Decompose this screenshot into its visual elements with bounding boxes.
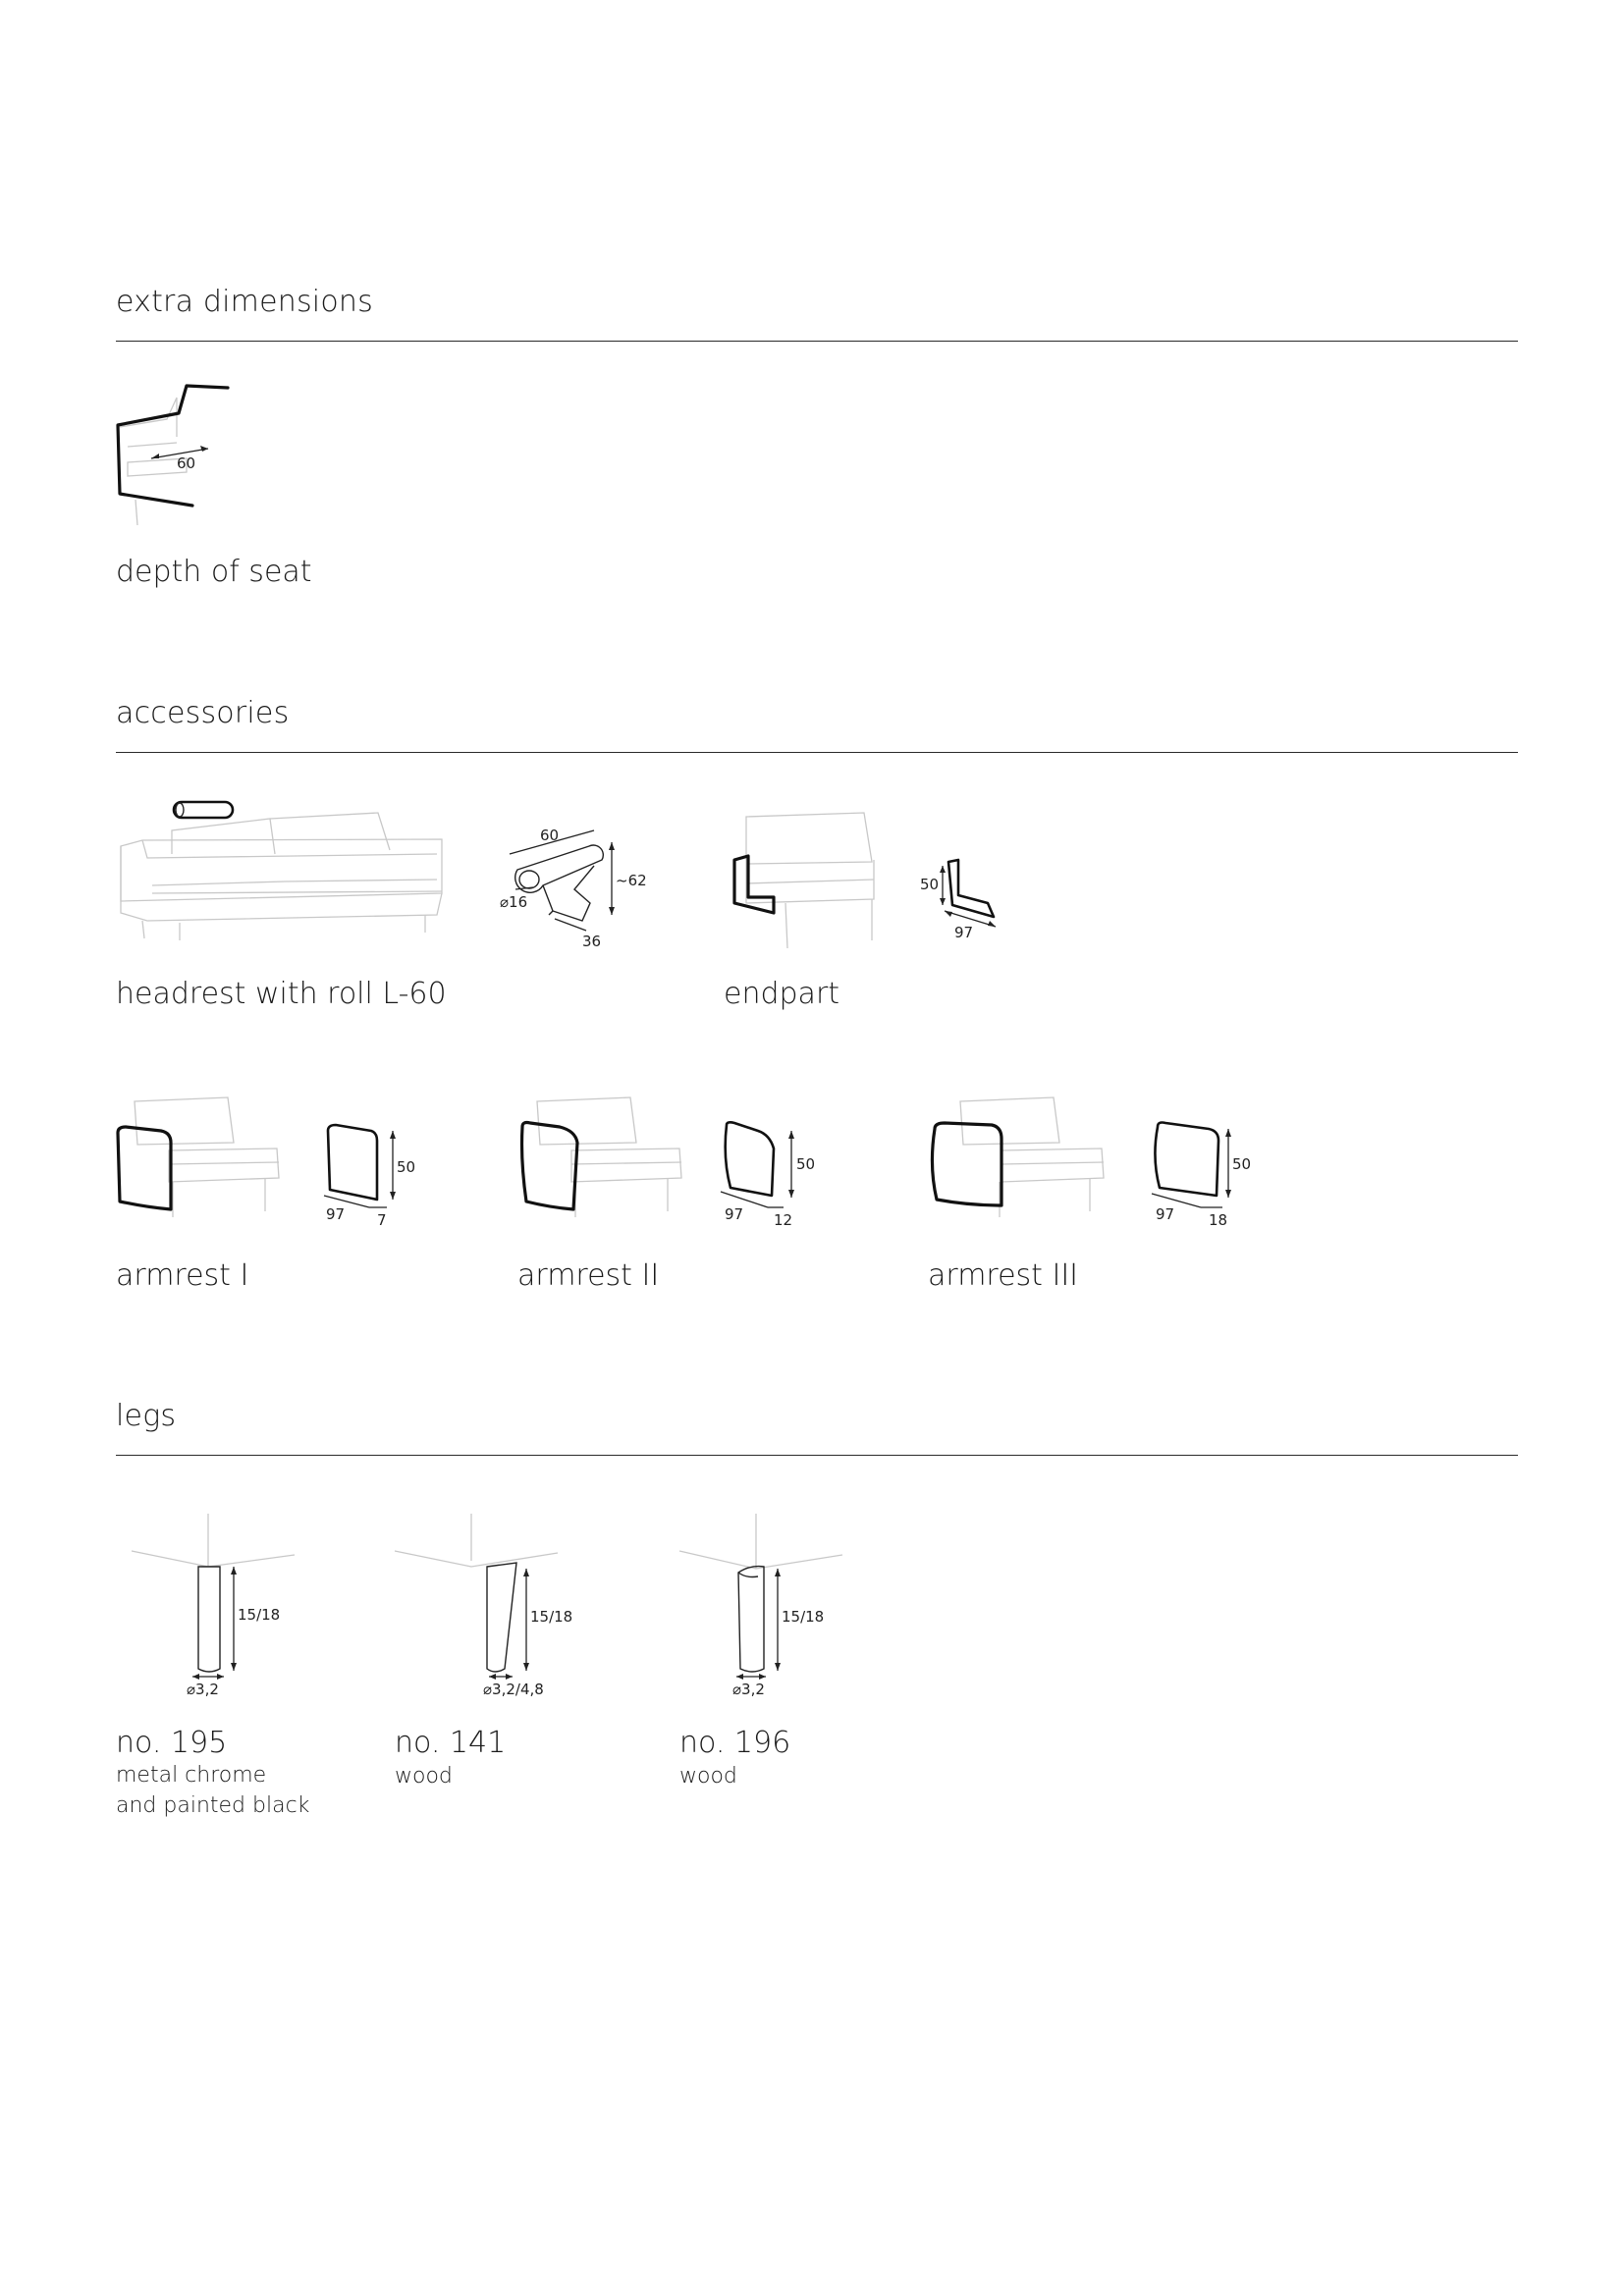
dim-diameter-label: ⌀16: [500, 893, 528, 911]
item-label-headrest: headrest with roll L-60: [116, 977, 447, 1011]
item-label-armrest-3: armrest III: [928, 1258, 1079, 1293]
headrest-sofa-illustration: [113, 795, 447, 942]
depth-of-seat-illustration: [108, 378, 236, 535]
dim-diameter-label: ⌀3,2: [732, 1681, 765, 1698]
armrest-2-sofa-illustration: [513, 1092, 689, 1219]
leg-196-name: no. 196: [679, 1726, 791, 1760]
section-title-legs: legs: [116, 1399, 177, 1433]
armrest-3-dimension-drawing: [1144, 1119, 1262, 1227]
leg-196-illustration: [676, 1512, 862, 1698]
dim-width-label: 7: [377, 1211, 387, 1229]
item-label-armrest-1: armrest I: [116, 1258, 249, 1293]
armrest-2-dimension-drawing: [715, 1119, 833, 1227]
dim-height-label: 50: [920, 876, 940, 893]
armrest-3-sofa-illustration: [923, 1092, 1110, 1219]
item-label-depth-of-seat: depth of seat: [116, 555, 312, 589]
dim-depth-label: 97: [725, 1205, 744, 1223]
dim-height-label: 50: [796, 1155, 816, 1173]
dim-width-label: 18: [1209, 1211, 1228, 1229]
item-label-armrest-2: armrest II: [517, 1258, 660, 1293]
armrest-1-dimension-drawing: [314, 1119, 422, 1227]
dim-height-label: ~62: [616, 872, 647, 889]
section-divider: [116, 341, 1518, 342]
leg-141-material-line1: wood: [395, 1764, 453, 1789]
dim-depth-label: 97: [1156, 1205, 1175, 1223]
dim-width-label: 12: [774, 1211, 793, 1229]
endpart-dimension-drawing: [913, 854, 1021, 952]
leg-195-name: no. 195: [116, 1726, 228, 1760]
dim-depth-label: 97: [954, 924, 974, 941]
leg-195-material-line2: and painted black: [116, 1793, 310, 1818]
endpart-sofa-illustration: [727, 805, 898, 952]
dim-depth-label: 36: [582, 933, 602, 950]
section-divider: [116, 1455, 1518, 1456]
dim-depth-label: 60: [177, 454, 196, 472]
dim-height-label: 50: [397, 1158, 416, 1176]
section-title-extra-dimensions: extra dimensions: [116, 285, 373, 319]
dim-diameter-label: ⌀3,2: [187, 1681, 219, 1698]
leg-195-illustration: [128, 1512, 314, 1698]
leg-196-material-line1: wood: [679, 1764, 737, 1789]
headrest-roll-dimension-drawing: [496, 825, 653, 952]
armrest-1-sofa-illustration: [110, 1092, 287, 1219]
section-title-accessories: accessories: [116, 696, 290, 730]
item-label-endpart: endpart: [724, 977, 840, 1011]
leg-195-material-line1: metal chrome: [116, 1763, 267, 1788]
dim-depth-label: 97: [326, 1205, 346, 1223]
dim-diameter-label: ⌀3,2/4,8: [483, 1681, 544, 1698]
dim-height-label: 50: [1232, 1155, 1252, 1173]
leg-141-name: no. 141: [395, 1726, 507, 1760]
section-divider: [116, 752, 1518, 753]
dim-height-label: 15/18: [238, 1606, 281, 1624]
leg-141-illustration: [391, 1512, 577, 1698]
dim-height-label: 15/18: [782, 1608, 825, 1626]
dim-width-label: 60: [540, 827, 560, 844]
dim-height-label: 15/18: [530, 1608, 573, 1626]
